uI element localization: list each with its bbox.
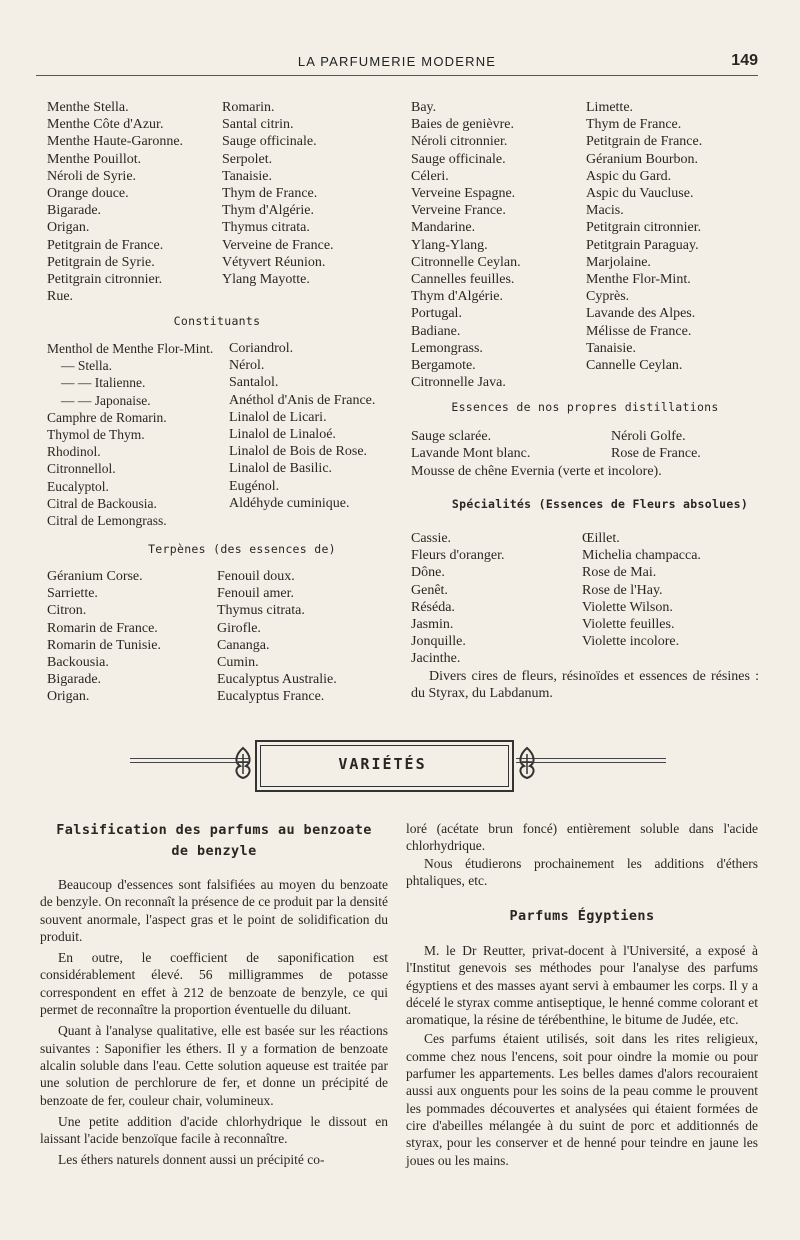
list-constituants-col1 [47,340,213,529]
list-item: — — Japonaise. [61,392,151,408]
list-item: Thym d'Algérie. [411,289,503,305]
journal-title: LA PARFUMERIE MODERNE [297,54,497,69]
list-constituants-col2 [229,340,375,512]
list-item: Petitgrain de France. [586,134,703,150]
paragraph: Une petite addition d'acide chlorhydrique le dissout en laissant l'acide benzoïque facile à reconnaître. [40,1113,388,1147]
list-item: Néroli citronnier. [411,134,508,150]
list-item: Sauge sclarée. [411,429,492,444]
list-item: Violette incolore. [582,634,680,650]
list-item: Linalol de Basilic. [229,461,333,477]
list-item: Limette. [586,100,634,115]
list-item: Menthe Stella. [47,100,129,115]
article-title: Falsification des parfums au benzoate [56,822,372,838]
paragraph: Divers cires de fleurs, résinoïdes et essences de résines : du Styrax, du Labdanum. [411,669,759,701]
list-item: Fenouil amer. [217,586,294,602]
list-item: Bigarade. [47,672,102,688]
list-item: Eucalyptus Australie. [217,672,337,688]
list-item: Citron. [47,603,87,619]
list-item: Ylang Mayotte. [222,272,310,288]
list-item: Œillet. [582,531,620,546]
list-item: Menthe Haute-Garonne. [47,134,184,150]
list-item: Romarin de Tunisie. [47,637,161,653]
list-item: Sauge officinale. [411,151,506,167]
list-item: Fleurs d'oranger. [411,548,505,564]
article-body-continued [406,820,758,889]
banner-title: VARIÉTÉS [338,755,427,773]
list-item: Thymus citrata. [217,603,305,619]
list-item: Citral de Backousia. [47,495,157,511]
list-item: Petitgrain de France. [47,237,164,253]
list-item: Santalol. [229,375,279,391]
list-item: Thym de France. [586,117,682,133]
paragraph: Beaucoup d'essences sont falsifiées au moyen du benzoate de benzyle. On reconnaît la présence de ce produit par la densité souvent anormale, l'aspect gras et le point de solidification du produit. [40,877,388,944]
list-distillations-col2 [611,428,701,462]
list-item: Thym de France. [222,186,318,202]
running-header [36,50,758,76]
list-item: Serpolet. [222,151,273,167]
list-item: Géranium Bourbon. [586,151,698,167]
list-item: Thymus citrata. [222,220,310,236]
list-item: Girofle. [217,620,261,636]
list-item: Romarin de France. [47,620,158,636]
list-item: Coriandrol. [229,341,294,356]
list-item: Baies de genièvre. [411,117,515,133]
list-item: Aldéhyde cuminique. [229,495,350,511]
list-item: Origan. [47,220,90,236]
list-specialites-col2 [582,530,701,650]
list-item: Macis. [586,203,624,219]
list-item: Menthol de Menthe Flor-Mint. [47,341,214,356]
list-item: Marjolaine. [586,254,651,270]
list-item: Anéthol d'Anis de France. [229,392,376,408]
list-item: Bigarade. [47,203,102,219]
list-item: Genêt. [411,582,448,598]
list-item: Menthe Côte d'Azur. [47,117,164,133]
article-body-falsification [40,876,388,1169]
list-item: Violette Wilson. [582,599,673,615]
list-top-right-col2 [586,99,702,374]
list-top-left-col1 [47,99,183,305]
list-item: Orange douce. [47,186,129,202]
distillations-line: Mousse de chêne Evernia (verte et incolore). [411,464,662,479]
list-item: Mandarine. [411,220,476,236]
list-item: Citronnelle Java. [411,375,506,391]
page-number: 149 [731,52,758,69]
list-item: Eugénol. [229,478,280,494]
list-item: Lemongrass. [411,340,483,356]
list-item: Aspic du Vaucluse. [586,186,694,202]
list-item: Thymol de Thym. [47,427,145,443]
list-item: Néroli Golfe. [611,429,686,444]
list-item: Linalol de Licari. [229,409,327,425]
paragraph: M. le Dr Reutter, privat-docent à l'Université, a exposé à l'Institut genevois ses méthodes pour l'analyse des parfums égyptiens et des masses ayant servi à embaumer les corps. Il y a décelé le styrax comme antiseptique, le henné comme colorant et aromatique, la résine de térébenthine, le bitume de Judée, etc. [406,943,758,1028]
list-top-right-col1 [411,99,521,391]
list-item: Aspic du Gard. [586,168,672,184]
article-title-line2: de benzyle [171,843,257,859]
list-item: Sauge officinale. [222,134,317,150]
paragraph: Les éthers naturels donnent aussi un précipité co- [58,1152,325,1168]
list-item: Eucalyptol. [47,478,109,494]
list-item: Dône. [411,565,445,581]
article-title: Parfums Égyptiens [509,908,655,924]
list-item: Thym d'Algérie. [222,203,314,219]
list-item: Camphre de Romarin. [47,409,167,425]
list-item: Cannelles feuilles. [411,272,515,288]
list-item: Petitgrain Paraguay. [586,237,699,253]
list-item: Jacinthe. [411,651,461,667]
list-item: Verveine de France. [222,237,334,253]
list-item: Citral de Lemongrass. [47,513,167,529]
list-item: Bay. [411,100,437,115]
list-item: Vétyvert Réunion. [222,254,326,270]
list-item: Bergamote. [411,358,476,374]
list-item: Citronnelle Ceylan. [411,254,521,270]
list-item: Cassie. [411,531,452,546]
list-item: Verveine France. [411,203,506,219]
list-item: Rose de France. [611,446,701,462]
list-item: Verveine Espagne. [411,186,516,202]
list-terpenes-col2 [217,568,337,706]
list-item: Menthe Pouillot. [47,151,142,167]
list-item: Badiane. [411,323,461,339]
section-banner [255,740,510,788]
list-item: Sarriette. [47,586,98,602]
list-item: Romarin. [222,100,275,115]
list-item: Tanaisie. [586,340,636,356]
paragraph: En outre, le coefficient de saponification est considérablement élevé. 56 milligrammes de potasse correspondent en effet à 212 de benzoate de benzyle, ce qui permet de reconnaître la proportion éventuelle du diluant. [40,950,388,1018]
list-specialites-col1 [411,530,505,668]
section-heading-distillations: Essences de nos propres distillations [451,400,719,414]
list-item: Citronnellol. [47,461,116,477]
list-item: Backousia. [47,655,109,671]
list-item: Linalol de Bois de Rose. [229,444,368,460]
list-item: Cannelle Ceylan. [586,358,683,374]
list-item: Ylang-Ylang. [411,237,488,253]
list-distillations-col1 [411,428,530,462]
paragraph: loré (acétate brun foncé) entièrement soluble dans l'acide chlorhydrique. [406,821,758,854]
article-body-parfums-egyptiens [406,942,758,1169]
list-item: Cananga. [217,637,270,653]
header-rule [36,75,758,76]
list-item: Santal citrin. [222,117,294,133]
list-item: Origan. [47,689,90,705]
list-item: Néroli de Syrie. [47,168,137,184]
list-item: Petitgrain de Syrie. [47,254,155,270]
list-item: Tanaisie. [222,168,272,184]
list-item: Lavande Mont blanc. [411,446,531,462]
specialites-note [411,668,759,702]
list-item: — — Italienne. [61,375,146,391]
list-item: Michelia champacca. [582,548,701,564]
list-item: Eucalyptus France. [217,689,325,705]
list-item: Linalol de Linaloé. [229,427,336,443]
list-item: Rose de Mai. [582,565,657,581]
list-terpenes-col1 [47,568,161,706]
list-item: Jonquille. [411,634,466,650]
list-item: Réséda. [411,599,455,615]
list-item: Nérol. [229,358,265,374]
list-item: Cyprès. [586,289,630,305]
paragraph: Nous étudierons prochainement les additions d'éthers phtaliques, etc. [406,855,758,888]
list-item: Lavande des Alpes. [586,306,696,322]
paragraph: Quant à l'analyse qualitative, elle est basée sur les réactions suivantes : Saponifier les éthers. Il y a formation de benzoate alcalin soluble dans l'eau. Cette solution aqueuse est traitée par une solution de perchlorure de fer, et donne un précipité de benzoate de fer, couleur chair, volumineux. [40,1023,388,1108]
list-item: Violette feuilles. [582,617,675,633]
list-item: Fenouil doux. [217,569,295,584]
list-item: Céleri. [411,168,449,184]
paragraph: Ces parfums étaient utilisés, soit dans les rites religieux, comme chez nous l'encens, soit pour oindre la momie ou pour parfumer les appartements. Les belles dames d'alors recouraient aussi aux onguents pour les soins de la peau comme le prouvent les pommades découvertes et analysées qui étaient formées de cire d'abeilles mélangée à du suint de porc et additionnés de styrax, pour les conserver et de henné pour teindre en jaune les joues ou les mains. [406,1031,758,1168]
list-item: Jasmin. [411,617,454,633]
list-item: Rose de l'Hay. [582,582,663,598]
floral-ornament-icon [230,744,256,782]
list-item: Petitgrain citronnier. [47,272,163,288]
section-heading-constituants: Constituants [173,314,261,328]
list-item: Portugal. [411,306,462,322]
section-heading-specialites: Spécialités (Essences de Fleurs absolues) [451,497,749,511]
list-item: Mélisse de France. [586,323,692,339]
list-item: Rue. [47,289,74,305]
section-heading-terpenes: Terpènes (des essences de) [148,542,336,556]
list-item: Géranium Corse. [47,569,143,584]
list-item: Petitgrain citronnier. [586,220,702,236]
list-top-left-col2 [222,99,334,288]
list-item: Rhodinol. [47,444,101,460]
list-item: Cumin. [217,655,259,671]
floral-ornament-icon [514,744,540,782]
list-item: Menthe Flor-Mint. [586,272,691,288]
list-item: — Stella. [61,358,112,374]
